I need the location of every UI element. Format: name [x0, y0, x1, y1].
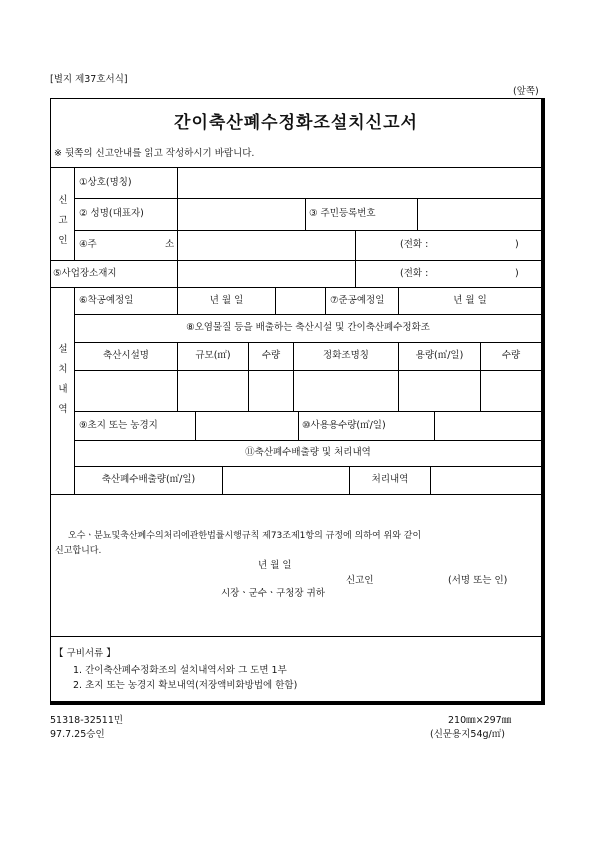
notice-text: ※ 뒷쪽의 신고안내를 읽고 작성하시기 바랍니다. — [54, 148, 255, 159]
recipient-label: 시장ㆍ군수ㆍ구청장 귀하 — [221, 588, 325, 599]
water-usage-field[interactable] — [435, 412, 541, 439]
land-field[interactable] — [196, 412, 297, 439]
resident-number-field[interactable] — [418, 199, 541, 229]
column-facility-name: 축산시설명 — [103, 350, 149, 361]
signature-label: (서명 또는 인) — [448, 575, 508, 586]
trade-name-label: ①상호(명칭) — [79, 177, 132, 188]
reporter-section-label: 신 고 인 — [58, 195, 68, 246]
footer-approved: 97.7.25승인 — [50, 729, 105, 740]
declaration-date[interactable]: 년 월 일 — [258, 560, 292, 571]
workplace-field[interactable] — [178, 261, 354, 286]
address-field[interactable] — [178, 231, 354, 259]
treatment-field[interactable] — [431, 467, 541, 493]
declaration-line2: 신고합니다. — [55, 546, 102, 556]
column-tank-name: 정화조명칭 — [323, 350, 369, 361]
start-date-label: ⑥착공예정일 — [79, 295, 134, 306]
discharge-amount-field[interactable] — [223, 467, 348, 493]
footer-size: 210㎜×297㎜ — [448, 715, 512, 726]
finish-date-value[interactable]: 년 월 일 — [453, 295, 487, 306]
facilities-data-row[interactable] — [75, 371, 541, 410]
workplace-label: ⑤사업장소재지 — [53, 268, 117, 279]
installation-section-label: 설 치 내 역 — [58, 344, 68, 415]
representative-field[interactable] — [178, 199, 304, 229]
declarant-label: 신고인 — [346, 575, 374, 586]
column-tank-quantity: 수량 — [501, 350, 521, 361]
water-usage-label: ⑩사용용수량(㎥/일) — [302, 420, 386, 431]
treatment-label: 처리내역 — [371, 474, 409, 485]
reporter-phone-label: (전화 : — [400, 239, 429, 250]
document-item: 1. 간이축산폐수정화조의 설치내역서와 그 도면 1부 — [73, 665, 287, 676]
declaration-line1: 오수ㆍ분뇨및축산폐수의처리에관한법률시행규칙 제73조제1항의 규정에 의하여 위와 같이 — [68, 531, 422, 541]
start-date-value[interactable]: 년 월 일 — [209, 295, 244, 306]
documents-heading: 【 구비서류 】 — [54, 648, 116, 659]
footer-code: 51318-32511민 — [50, 715, 124, 726]
finish-date-label: ⑦준공예정일 — [330, 295, 385, 306]
form-number: [별지 제37호서식] — [50, 74, 128, 85]
resident-number-label: ③ 주민등록번호 — [309, 208, 376, 219]
representative-label: ② 성명(대표자) — [79, 208, 144, 219]
land-label: ⑨초지 또는 농경지 — [79, 420, 158, 431]
footer-paper: (신문용지54g/㎡) — [430, 729, 505, 740]
document-item: 2. 초지 또는 농경지 확보내역(저장액비화방법에 한함) — [73, 680, 298, 691]
workplace-phone-label: (전화 : — [400, 268, 429, 279]
address-label-suffix: 소 — [165, 239, 175, 250]
form-title: 간이축산폐수정화조설치신고서 — [174, 113, 418, 133]
reporter-phone-close: ) — [515, 239, 519, 250]
column-capacity: 용량(㎥/일) — [415, 350, 464, 361]
address-label: ④주 — [79, 239, 97, 250]
workplace-phone-close: ) — [515, 268, 519, 279]
front-side-label: (앞쪽) — [513, 86, 539, 97]
discharge-amount-label: 축산폐수배출량(㎥/일) — [101, 474, 196, 485]
discharge-header: ⑪축산폐수배출량 및 처리내역 — [245, 447, 371, 458]
column-quantity: 수량 — [261, 350, 281, 361]
column-scale: 규모(㎡) — [195, 350, 231, 361]
facilities-header: ⑧오염물질 등을 배출하는 축산시설 및 간이축산폐수정화조 — [186, 322, 430, 333]
trade-name-field[interactable] — [178, 168, 541, 197]
